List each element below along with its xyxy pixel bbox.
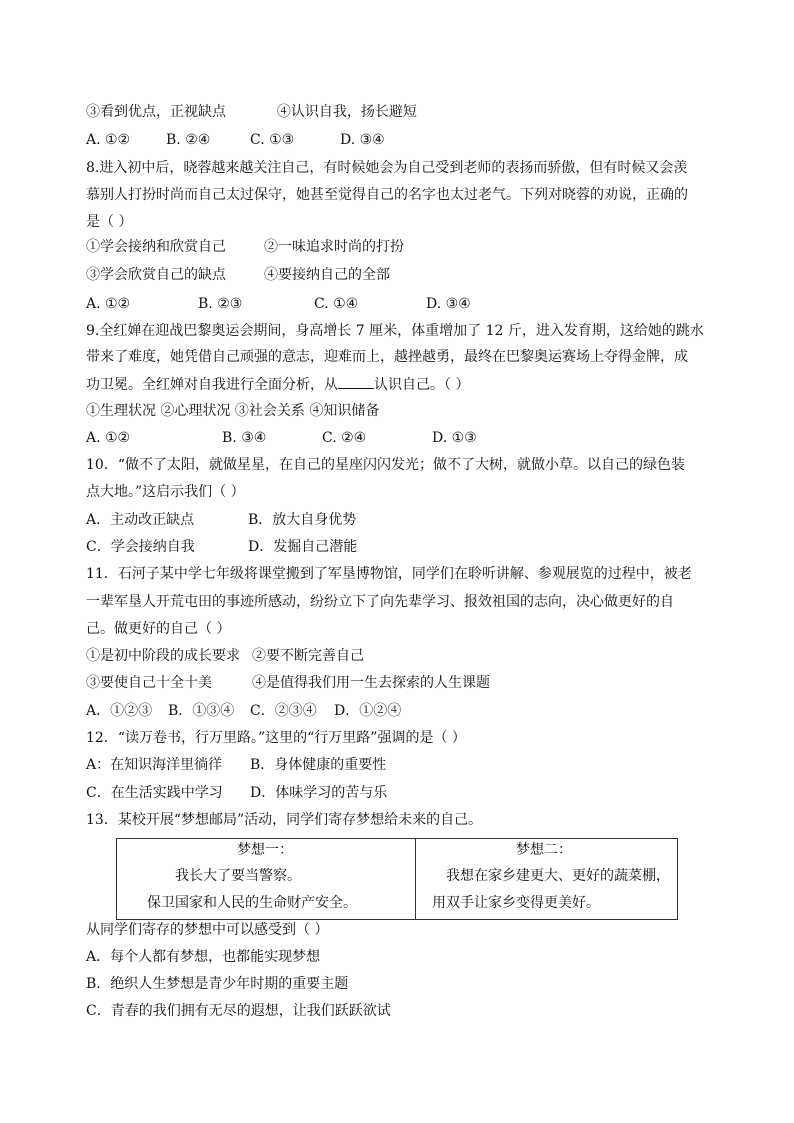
q9-choice-c: C. ②④ [322,430,367,446]
dream-2-line-2: 用双手让家乡变得更美好。 [432,895,600,911]
q9-stem-line-1: 9.全红婵在迎战巴黎奥运会期间，身高增长 7 厘米，体重增加了 12 斤，进入发育期，这给她的跳水 [86,323,704,339]
dream-1-line-1: 我长大了要当警察。 [175,868,301,884]
q11-stem-line-3: 己。做更好的自己（ ） [86,621,231,637]
q10-stem-line-1: 10．“做不了太阳，就做星星，在自己的星座闪闪发光；做不了大树，就做小草。以自己的绿色装 [86,457,685,473]
q9-stem-line-3 [86,374,726,395]
q11-choice-d: D．①②④ [334,703,402,719]
q13-choice-a: A．每个人都有梦想，也都能实现梦想 [86,949,321,965]
q11-choice-a: A．①②③ [86,703,153,719]
q12-choice-a: A：在知识海洋里徜徉 [86,757,223,773]
q12-choice-c: C．在生活实践中学习 [86,785,223,801]
q9-stem-part-2: 认识自己。（ ） [374,377,470,393]
q8-option-3: ③学会欣赏自己的缺点 [86,267,226,283]
q11-option-4: ④是值得我们用一生去探索的人生课题 [252,675,490,691]
dream-cell-2 [416,839,677,919]
q7-choice-b: B. ②④ [166,132,211,148]
q10-choice-b: B．放大自身优势 [248,512,357,528]
q8-choice-c: C. ①④ [314,296,359,312]
q10-choice-a: A．主动改正缺点 [86,512,195,528]
q11-option-2: ②要不断完善自己 [252,648,364,664]
q8-option-1: ①学会接纳和欣赏自己 [86,239,226,255]
q7-options-row [86,102,726,122]
q13-choice-b: B．绝织人生梦想是青少年时期的重要主题 [86,976,349,992]
q8-choice-d: D. ③④ [426,296,471,312]
q8-option-2: ②一味追求时尚的打扮 [264,239,404,255]
q8-option-4: ④要接纳自己的全部 [264,267,390,283]
q8-stem-line-1: 8.进入初中后，晓蓉越来越关注自己，有时候她会为自己受到老师的表扬而骄傲，但有时候又会羡 [86,160,688,176]
q10-choice-d: D．发掘自己潜能 [248,539,358,555]
q13-question: 从同学们寄存的梦想中可以感受到（ ） [86,922,329,938]
q9-answer-blank [338,374,374,389]
q12-choice-b: B．身体健康的重要性 [250,757,387,773]
q11-stem-line-2: 一辈军垦人开荒屯田的事迹所感动，纷纷立下了向先辈学习、报效祖国的志向，决心做更好的自 [86,594,674,610]
q13-stem: 13．某校开展“梦想邮局”活动，同学们寄存梦想给未来的自己。 [86,812,483,828]
q12-stem: 12．“读万卷书，行万里路。”这里的“行万里路”强调的是（ ） [86,730,466,746]
q9-choice-a: A. ①② [86,430,131,446]
q10-choice-c: C．学会接纳自我 [86,539,195,555]
dream-1-title: 梦想一： [237,842,293,858]
dream-1-line-2: 保卫国家和人民的生命财产安全。 [147,895,357,911]
q7-choice-a: A. ①② [86,132,131,148]
dream-table [116,838,678,920]
q9-choice-d: D. ①③ [432,430,477,446]
q8-stem-line-3: 是（ ） [86,214,133,230]
q7-choice-d: D. ③④ [340,132,385,148]
q11-choice-b: B．①③④ [168,703,235,719]
q10-stem-line-2: 点大地。”这启示我们（ ） [86,484,245,500]
q11-choice-c: C．②③④ [250,703,317,719]
q9-choice-b: B. ③④ [222,430,267,446]
q7-option-4: ④认识自我，扬长避短 [276,104,417,120]
q9-options: ①生理状况 ②心理状况 ③社会关系 ④知识储备 [86,403,380,419]
q7-option-3: ③看到优点，正视缺点 [86,104,226,120]
q11-option-1: ①是初中阶段的成长要求 [86,648,240,664]
dream-2-title: 梦想二： [516,842,572,858]
q11-stem-line-1: 11．石河子某中学七年级将课堂搬到了军垦博物馆，同学们在聆听讲解、参观展览的过程中，被老 [86,566,692,582]
q7-choice-c: C. ①③ [250,132,295,148]
dream-2-line-1: 我想在家乡建更大、更好的蔬菜棚， [446,868,670,884]
q12-choice-d: D．体味学习的苦与乐 [250,785,388,801]
q9-stem-line-2: 带来了难度，她凭借自己顽强的意志，迎难而上，越挫越勇，最终在巴黎奥运赛场上夺得金牌，成 [86,349,688,365]
q11-option-3: ③要使自己十全十美 [86,675,212,691]
q8-choice-a: A. ①② [86,296,131,312]
q8-stem-line-2: 慕别人打扮时尚而自己太过保守，她甚至觉得自己的名字也太过老气。下列对晓蓉的劝说，正确的 [86,187,688,203]
dream-cell-1 [117,839,416,919]
q9-stem-part-1: 功卫冕。全红婵对自我进行全面分析，从 [86,377,338,393]
q8-choice-b: B. ②③ [198,296,243,312]
q13-choice-c: C．青春的我们拥有无尽的遐想，让我们跃跃欲试 [86,1003,391,1019]
